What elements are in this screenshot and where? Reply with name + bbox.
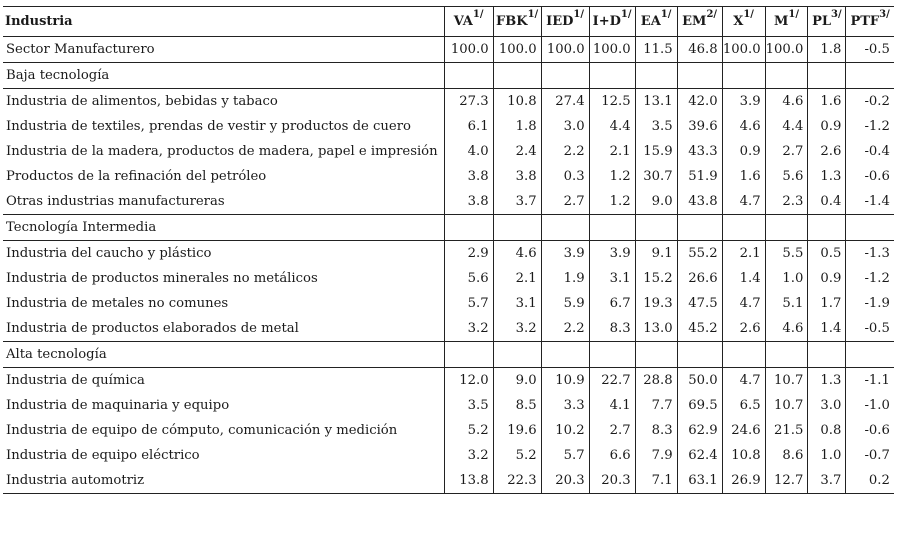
header-id: $I+D^{1/}$ xyxy=(589,7,635,37)
value-cell: 1.8 xyxy=(808,37,846,63)
value-cell: -1.4 xyxy=(846,189,894,215)
value-cell: 0.5 xyxy=(808,241,846,267)
group-title: Baja tecnología xyxy=(3,63,444,89)
value-cell: 1.9 xyxy=(541,266,589,291)
value-cell: 100.0 xyxy=(722,37,765,63)
table-row xyxy=(3,266,894,291)
value-cell: 100.0 xyxy=(765,37,808,63)
value-cell: 2.9 xyxy=(444,241,493,267)
value-cell: 42.0 xyxy=(677,89,722,115)
value-cell: 3.2 xyxy=(493,316,541,342)
value-cell: 43.8 xyxy=(677,189,722,215)
value-cell: 2.7 xyxy=(589,418,635,443)
value-cell: 11.5 xyxy=(635,37,677,63)
empty-cell xyxy=(677,342,722,368)
value-cell: 1.0 xyxy=(808,443,846,468)
value-cell: 2.6 xyxy=(722,316,765,342)
value-cell: 3.7 xyxy=(493,189,541,215)
value-cell: 0.9 xyxy=(808,266,846,291)
value-cell: 6.5 xyxy=(722,393,765,418)
value-cell: 12.5 xyxy=(589,89,635,115)
value-cell: 4.6 xyxy=(722,114,765,139)
value-cell: 3.8 xyxy=(493,164,541,189)
table-body xyxy=(3,37,894,494)
header-industria: Industria xyxy=(3,7,444,37)
empty-cell xyxy=(493,342,541,368)
empty-cell xyxy=(635,342,677,368)
industry-name: Industria automotriz xyxy=(3,468,444,494)
table-row xyxy=(3,393,894,418)
header-ea: $EA^{1/}$ xyxy=(635,7,677,37)
value-cell: -1.0 xyxy=(864,398,890,413)
empty-cell xyxy=(493,215,541,241)
empty-cell xyxy=(722,342,765,368)
header-fbk: $FBK^{1/}$ xyxy=(493,7,541,37)
table-row xyxy=(3,164,894,189)
value-cell: 19.6 xyxy=(493,418,541,443)
value-cell: 3.5 xyxy=(635,114,677,139)
empty-cell xyxy=(493,63,541,89)
value-cell: 0.2 xyxy=(846,468,894,494)
value-cell: 13.8 xyxy=(444,468,493,494)
value-cell: 7.1 xyxy=(635,468,677,494)
value-cell: 3.3 xyxy=(541,393,589,418)
empty-cell xyxy=(765,63,808,89)
value-cell: 20.3 xyxy=(589,468,635,494)
empty-cell xyxy=(541,215,589,241)
value-cell: 2.6 xyxy=(808,139,846,164)
value-cell: 5.2 xyxy=(493,443,541,468)
table-row xyxy=(3,139,894,164)
value-cell: 10.9 xyxy=(541,368,589,394)
value-cell: 0.3 xyxy=(541,164,589,189)
value-cell: 2.2 xyxy=(541,139,589,164)
value-cell: 21.5 xyxy=(765,418,808,443)
group-header-row xyxy=(3,63,894,89)
value-cell: 50.0 xyxy=(677,368,722,394)
value-cell: 4.7 xyxy=(722,368,765,394)
value-cell: 15.9 xyxy=(635,139,677,164)
industry-name: Industria de metales no comunes xyxy=(3,291,444,316)
value-cell: 4.1 xyxy=(589,393,635,418)
value-cell: 9.1 xyxy=(635,241,677,267)
empty-cell xyxy=(677,63,722,89)
value-cell: 12.7 xyxy=(765,468,808,494)
value-cell: 13.0 xyxy=(635,316,677,342)
value-cell: 1.6 xyxy=(808,89,846,115)
value-cell: 3.0 xyxy=(541,114,589,139)
value-cell: 2.4 xyxy=(493,139,541,164)
industry-name: Sector Manufacturero xyxy=(3,37,444,63)
value-cell: 4.4 xyxy=(765,114,808,139)
value-cell: 4.7 xyxy=(722,291,765,316)
empty-cell xyxy=(589,215,635,241)
value-cell: 2.7 xyxy=(541,189,589,215)
empty-cell xyxy=(589,63,635,89)
value-cell: 6.1 xyxy=(444,114,493,139)
value-cell: 1.2 xyxy=(589,189,635,215)
empty-cell xyxy=(808,63,846,89)
empty-cell xyxy=(765,342,808,368)
industry-name: Industria de productos minerales no metálicos xyxy=(3,266,444,291)
industry-name: Industria de equipo eléctrico xyxy=(3,443,444,468)
value-cell: 3.9 xyxy=(589,241,635,267)
group-title: Alta tecnología xyxy=(3,342,444,368)
empty-cell xyxy=(589,342,635,368)
value-cell: 0.9 xyxy=(808,114,846,139)
value-cell: 2.2 xyxy=(541,316,589,342)
value-cell: 26.6 xyxy=(677,266,722,291)
value-cell: 5.2 xyxy=(444,418,493,443)
header-row xyxy=(3,7,894,37)
value-cell: 10.8 xyxy=(722,443,765,468)
empty-cell xyxy=(808,342,846,368)
value-cell: 0.9 xyxy=(722,139,765,164)
value-cell: -0.7 xyxy=(864,448,890,463)
industry-name: Industria de alimentos, bebidas y tabaco xyxy=(3,89,444,115)
table-row xyxy=(3,418,894,443)
value-cell: 5.9 xyxy=(541,291,589,316)
table-row xyxy=(3,114,894,139)
header-va: $VA^{1/}$ xyxy=(444,7,493,37)
value-cell: -0.5 xyxy=(846,316,894,342)
value-cell: 43.3 xyxy=(677,139,722,164)
value-cell: 5.7 xyxy=(444,291,493,316)
value-cell: 8.6 xyxy=(765,443,808,468)
table-row xyxy=(3,291,894,316)
value-cell: 9.0 xyxy=(635,189,677,215)
value-cell: 1.6 xyxy=(722,164,765,189)
empty-cell xyxy=(808,215,846,241)
value-cell: 3.1 xyxy=(589,266,635,291)
header-ptf: $PTF^{3/}$ xyxy=(846,7,894,37)
header-x: $X^{1/}$ xyxy=(722,7,765,37)
empty-cell xyxy=(635,215,677,241)
value-cell: -0.4 xyxy=(864,144,890,159)
value-cell: 3.7 xyxy=(808,468,846,494)
value-cell: 45.2 xyxy=(677,316,722,342)
value-cell: 5.6 xyxy=(765,164,808,189)
value-cell: 5.5 xyxy=(765,241,808,267)
value-cell: 5.7 xyxy=(541,443,589,468)
empty-cell xyxy=(635,63,677,89)
value-cell: 27.3 xyxy=(444,89,493,115)
header-m: $M^{1/}$ xyxy=(765,7,808,37)
header-pl: $PL^{3/}$ xyxy=(808,7,846,37)
value-cell: 22.7 xyxy=(589,368,635,394)
value-cell: 1.3 xyxy=(808,368,846,394)
header-ied: $IED^{1/}$ xyxy=(541,7,589,37)
empty-cell xyxy=(765,215,808,241)
industry-name: Industria del caucho y plástico xyxy=(3,241,444,267)
value-cell: 69.5 xyxy=(677,393,722,418)
value-cell: 4.7 xyxy=(722,189,765,215)
industry-name: Industria de química xyxy=(3,368,444,394)
value-cell: 27.4 xyxy=(541,89,589,115)
table-row xyxy=(3,316,894,342)
value-cell: 2.1 xyxy=(493,266,541,291)
value-cell: 6.7 xyxy=(589,291,635,316)
value-cell: -0.2 xyxy=(864,94,890,109)
value-cell: 26.9 xyxy=(722,468,765,494)
value-cell: 4.6 xyxy=(765,316,808,342)
value-cell: -0.6 xyxy=(864,169,890,184)
value-cell: 1.3 xyxy=(808,164,846,189)
value-cell: 63.1 xyxy=(677,468,722,494)
value-cell: 6.6 xyxy=(589,443,635,468)
empty-cell xyxy=(722,63,765,89)
empty-cell xyxy=(444,215,493,241)
table-row xyxy=(3,468,894,494)
industry-table xyxy=(3,6,894,494)
value-cell: 10.7 xyxy=(765,368,808,394)
value-cell: -1.1 xyxy=(864,373,890,388)
empty-cell xyxy=(677,215,722,241)
value-cell: 3.9 xyxy=(722,89,765,115)
table-row xyxy=(3,368,894,394)
empty-cell xyxy=(722,215,765,241)
empty-cell xyxy=(444,342,493,368)
value-cell: 0.4 xyxy=(808,189,846,215)
industry-name: Industria de textiles, prendas de vestir y productos de cuero xyxy=(3,114,444,139)
value-cell: 20.3 xyxy=(541,468,589,494)
header-em: $EM^{2/}$ xyxy=(677,7,722,37)
empty-cell xyxy=(846,342,894,368)
value-cell: 2.7 xyxy=(765,139,808,164)
value-cell: 3.2 xyxy=(444,316,493,342)
group-title: Tecnología Intermedia xyxy=(3,215,444,241)
value-cell: 3.8 xyxy=(444,164,493,189)
industry-name: Productos de la refinación del petróleo xyxy=(3,164,444,189)
value-cell: 100.0 xyxy=(444,37,493,63)
value-cell: 7.9 xyxy=(635,443,677,468)
empty-cell xyxy=(541,342,589,368)
value-cell: 24.6 xyxy=(722,418,765,443)
value-cell: 4.6 xyxy=(765,89,808,115)
group-header-row xyxy=(3,342,894,368)
value-cell: 8.3 xyxy=(589,316,635,342)
value-cell: 1.0 xyxy=(765,266,808,291)
value-cell: 15.2 xyxy=(635,266,677,291)
value-cell: 9.0 xyxy=(493,368,541,394)
value-cell: 10.8 xyxy=(493,89,541,115)
table-row xyxy=(3,89,894,115)
value-cell: 5.1 xyxy=(765,291,808,316)
value-cell: 2.3 xyxy=(765,189,808,215)
value-cell: 5.6 xyxy=(444,266,493,291)
value-cell: -0.6 xyxy=(864,423,890,438)
value-cell: 10.7 xyxy=(765,393,808,418)
value-cell: 39.6 xyxy=(677,114,722,139)
empty-cell xyxy=(541,63,589,89)
value-cell: -1.3 xyxy=(864,246,890,261)
value-cell: 0.8 xyxy=(808,418,846,443)
industry-name: Industria de productos elaborados de metal xyxy=(3,316,444,342)
value-cell: -1.2 xyxy=(864,271,890,286)
value-cell: 3.8 xyxy=(444,189,493,215)
value-cell: 46.8 xyxy=(677,37,722,63)
empty-cell xyxy=(846,215,894,241)
value-cell: 4.4 xyxy=(589,114,635,139)
empty-cell xyxy=(444,63,493,89)
total-row xyxy=(3,37,894,63)
value-cell: 62.9 xyxy=(677,418,722,443)
value-cell: 1.2 xyxy=(589,164,635,189)
value-cell: 51.9 xyxy=(677,164,722,189)
value-cell: 13.1 xyxy=(635,89,677,115)
value-cell: 47.5 xyxy=(677,291,722,316)
empty-cell xyxy=(846,63,894,89)
value-cell: 10.2 xyxy=(541,418,589,443)
value-cell: 4.0 xyxy=(444,139,493,164)
table-row xyxy=(3,241,894,267)
value-cell: 8.5 xyxy=(493,393,541,418)
value-cell: 100.0 xyxy=(541,37,589,63)
value-cell: -0.5 xyxy=(846,37,894,63)
industry-name: Industria de maquinaria y equipo xyxy=(3,393,444,418)
value-cell: 2.1 xyxy=(589,139,635,164)
value-cell: 100.0 xyxy=(589,37,635,63)
industry-name: Industria de equipo de cómputo, comunicación y medición xyxy=(3,418,444,443)
value-cell: 3.2 xyxy=(444,443,493,468)
value-cell: -1.2 xyxy=(864,119,890,134)
value-cell: -1.9 xyxy=(864,296,890,311)
value-cell: 1.4 xyxy=(808,316,846,342)
value-cell: 1.4 xyxy=(722,266,765,291)
value-cell: 30.7 xyxy=(635,164,677,189)
value-cell: 12.0 xyxy=(444,368,493,394)
value-cell: 22.3 xyxy=(493,468,541,494)
value-cell: 3.0 xyxy=(808,393,846,418)
value-cell: 1.7 xyxy=(808,291,846,316)
value-cell: 62.4 xyxy=(677,443,722,468)
value-cell: 3.9 xyxy=(541,241,589,267)
value-cell: 55.2 xyxy=(677,241,722,267)
table-row xyxy=(3,443,894,468)
value-cell: 7.7 xyxy=(635,393,677,418)
value-cell: 8.3 xyxy=(635,418,677,443)
value-cell: 19.3 xyxy=(635,291,677,316)
group-header-row xyxy=(3,215,894,241)
value-cell: 4.6 xyxy=(493,241,541,267)
industry-name: Otras industrias manufactureras xyxy=(3,189,444,215)
value-cell: 2.1 xyxy=(722,241,765,267)
value-cell: 28.8 xyxy=(635,368,677,394)
industry-name: Industria de la madera, productos de madera, papel e impresión xyxy=(3,139,444,164)
value-cell: 3.1 xyxy=(493,291,541,316)
table-row xyxy=(3,189,894,215)
value-cell: 3.5 xyxy=(444,393,493,418)
value-cell: 1.8 xyxy=(493,114,541,139)
value-cell: 100.0 xyxy=(493,37,541,63)
